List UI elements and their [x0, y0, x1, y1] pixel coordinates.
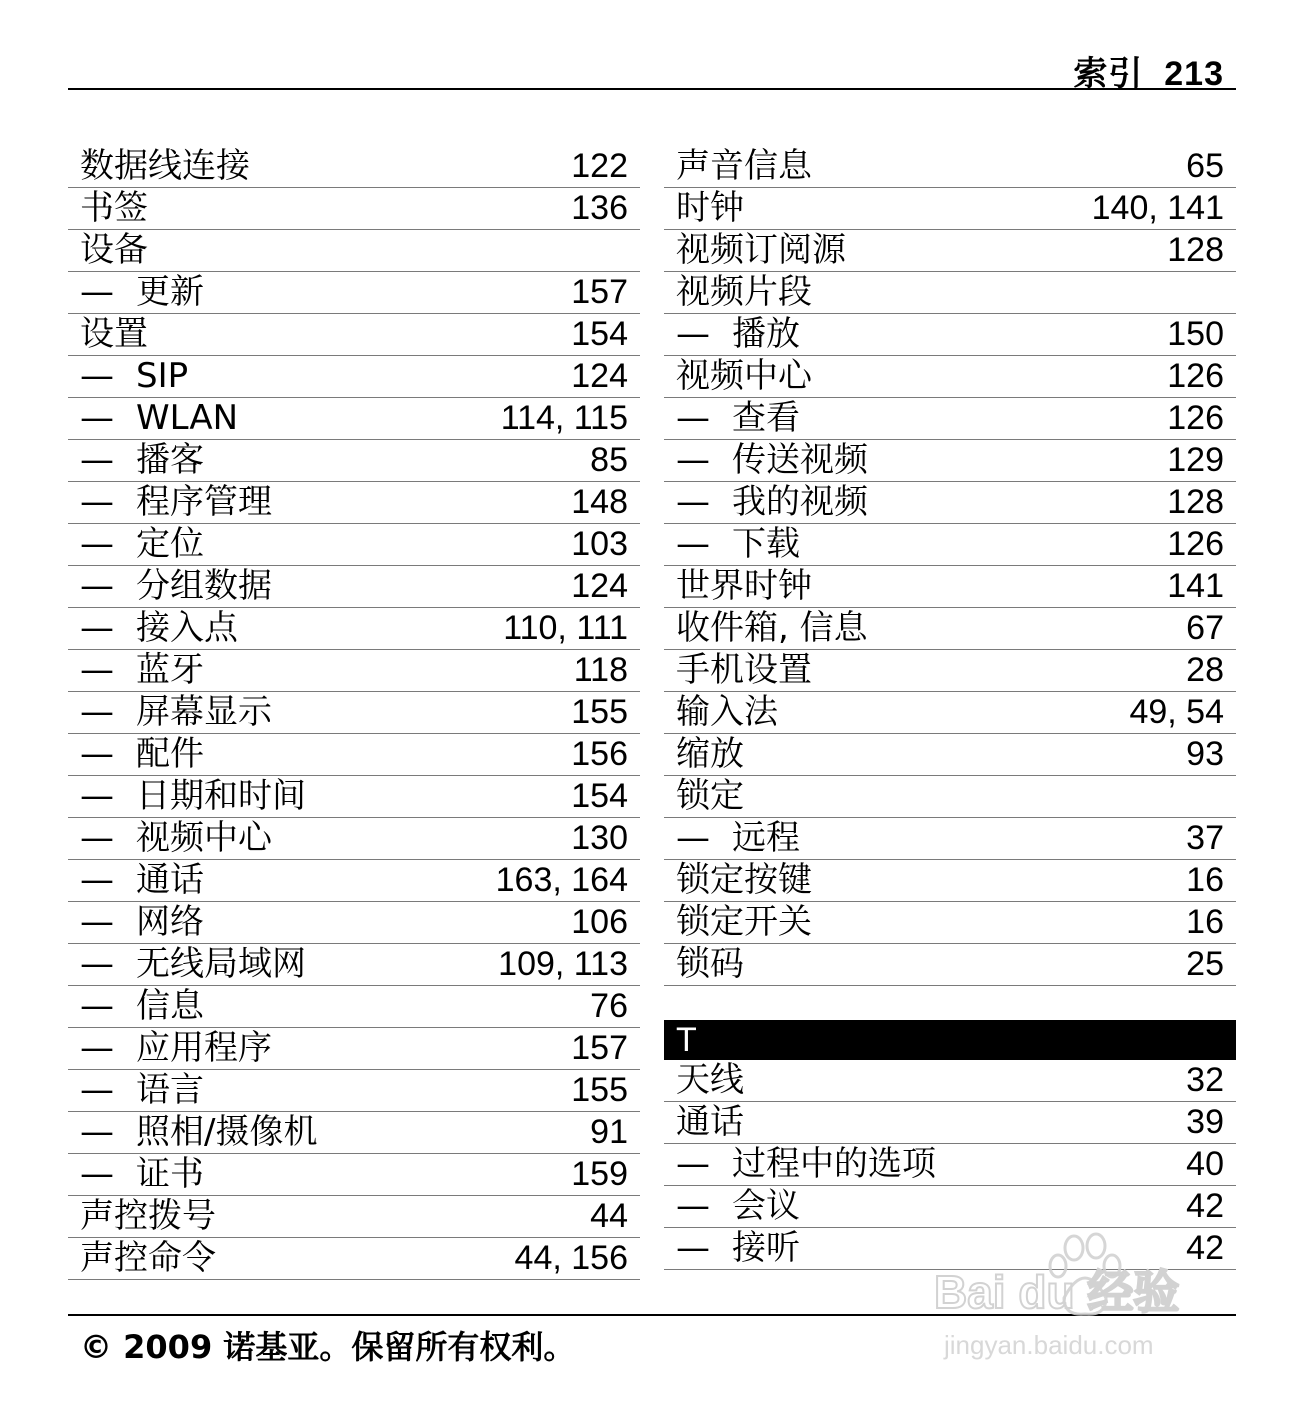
- header-title: [1073, 46, 1224, 95]
- index-page-numbers: 16: [1186, 861, 1224, 899]
- index-term-text: 照相/摄像机: [136, 1112, 318, 1152]
- svg-text:Bai du 经验: Bai du 经验: [934, 1266, 1180, 1318]
- subentry-dash: —: [80, 1112, 114, 1152]
- index-page-numbers: 114, 115: [500, 399, 628, 437]
- index-term-text: 视频中心: [136, 818, 272, 858]
- index-entry: [68, 650, 640, 692]
- index-entry: [68, 566, 640, 608]
- index-page-numbers: 44, 156: [514, 1239, 628, 1277]
- index-term-text: 日期和时间: [136, 776, 306, 816]
- index-entry: [68, 356, 640, 398]
- index-page-numbers: 126: [1167, 399, 1224, 437]
- subentry-dash: —: [80, 524, 114, 564]
- index-page-numbers: 85: [590, 441, 628, 479]
- index-page-numbers: 140, 141: [1091, 189, 1224, 227]
- index-entry: [68, 902, 640, 944]
- index-term: [676, 565, 812, 607]
- index-term-text: 缩放: [676, 734, 744, 774]
- index-term: [80, 145, 250, 187]
- index-term-text: 声音信息: [676, 146, 812, 186]
- index-term-text: 接入点: [136, 608, 238, 648]
- index-term-text: 通话: [136, 860, 204, 900]
- index-term: [80, 901, 204, 943]
- index-term-text: 证书: [136, 1154, 204, 1194]
- index-term-text: 锁定开关: [676, 902, 812, 942]
- subentry-dash: —: [80, 398, 114, 438]
- index-entry: [664, 230, 1236, 272]
- index-term-text: 查看: [732, 398, 800, 438]
- index-term: [80, 481, 272, 523]
- index-entry: [68, 986, 640, 1028]
- index-entry: [68, 272, 640, 314]
- index-term: [80, 271, 204, 313]
- index-term: [80, 1153, 204, 1195]
- subentry-dash: —: [676, 1144, 710, 1184]
- page-header: [68, 40, 1236, 93]
- index-term-text: 应用程序: [136, 1028, 272, 1068]
- index-entry: [664, 524, 1236, 566]
- index-term: [676, 859, 812, 901]
- index-term: [80, 817, 272, 859]
- index-entry: [68, 734, 640, 776]
- index-page-numbers: 42: [1186, 1229, 1224, 1267]
- index-term: [676, 271, 812, 313]
- index-page-numbers: 106: [571, 903, 628, 941]
- index-term-text: 更新: [136, 272, 204, 312]
- index-page-numbers: 32: [1186, 1061, 1224, 1099]
- subentry-dash: —: [676, 482, 710, 522]
- index-entry: [664, 146, 1236, 188]
- index-entry: [68, 314, 640, 356]
- index-term: [676, 1143, 936, 1185]
- header-page-number: 213: [1164, 55, 1224, 93]
- index-term: [80, 649, 204, 691]
- subentry-dash: —: [80, 440, 114, 480]
- index-term-text: 声控命令: [80, 1238, 216, 1278]
- index-page-numbers: 148: [571, 483, 628, 521]
- index-page-numbers: 67: [1186, 609, 1224, 647]
- index-page-numbers: 154: [571, 777, 628, 815]
- subentry-dash: —: [80, 650, 114, 690]
- index-term-text: 声控拨号: [80, 1196, 216, 1236]
- index-page-numbers: 129: [1167, 441, 1224, 479]
- index-entry: [68, 398, 640, 440]
- index-entry: [68, 524, 640, 566]
- index-term: [80, 1195, 216, 1237]
- index-term: [80, 523, 204, 565]
- index-page-numbers: 155: [571, 693, 628, 731]
- index-entry: [68, 860, 640, 902]
- index-page-numbers: 124: [571, 567, 628, 605]
- index-term: [676, 607, 868, 649]
- index-term: [80, 859, 204, 901]
- index-term-text: 设置: [80, 314, 148, 354]
- index-term: [676, 691, 778, 733]
- index-term: [676, 1059, 744, 1101]
- index-term: [676, 229, 846, 271]
- index-page-numbers: 159: [571, 1155, 628, 1193]
- subentry-dash: —: [676, 398, 710, 438]
- index-entry: [664, 440, 1236, 482]
- index-entry: [664, 1144, 1236, 1186]
- subentry-dash: —: [80, 1028, 114, 1068]
- index-entry: [664, 1186, 1236, 1228]
- index-entry: [68, 1154, 640, 1196]
- index-column-left: [68, 146, 640, 1280]
- index-term-text: 无线局域网: [136, 944, 306, 984]
- subentry-dash: —: [80, 272, 114, 312]
- index-page-numbers: 154: [571, 315, 628, 353]
- subentry-dash: —: [676, 1186, 710, 1226]
- subentry-dash: —: [676, 440, 710, 480]
- index-page-numbers: 130: [571, 819, 628, 857]
- index-term-text: 设备: [80, 230, 148, 270]
- index-term-text: 蓝牙: [136, 650, 204, 690]
- index-page-numbers: 37: [1186, 819, 1224, 857]
- index-term-text: 输入法: [676, 692, 778, 732]
- index-entry: [664, 818, 1236, 860]
- index-entry: [68, 188, 640, 230]
- subentry-dash: —: [80, 608, 114, 648]
- index-term: [676, 649, 812, 691]
- index-term: [676, 187, 744, 229]
- index-term: [80, 691, 272, 733]
- index-term: [676, 355, 812, 397]
- index-entry: [664, 1102, 1236, 1144]
- index-page-numbers: 110, 111: [503, 609, 628, 647]
- subentry-dash: —: [80, 860, 114, 900]
- index-term: [80, 1111, 317, 1153]
- subentry-dash: —: [676, 524, 710, 564]
- index-entry: [68, 608, 640, 650]
- index-term-text: 网络: [136, 902, 204, 942]
- index-term-text: 锁码: [676, 944, 744, 984]
- index-term-text: 分组数据: [136, 566, 272, 606]
- index-term-text: WLAN: [136, 398, 239, 438]
- index-page-numbers: 124: [571, 357, 628, 395]
- index-term-text: 世界时钟: [676, 566, 812, 606]
- index-entry: [664, 356, 1236, 398]
- index-page-numbers: 91: [590, 1113, 628, 1151]
- index-page-numbers: 16: [1186, 903, 1224, 941]
- subentry-dash: —: [80, 818, 114, 858]
- index-term-text: 视频片段: [676, 272, 812, 312]
- index-term-text: 过程中的选项: [732, 1144, 936, 1184]
- index-term: [676, 481, 868, 523]
- index-term-text: 会议: [732, 1186, 800, 1226]
- index-entry: [664, 398, 1236, 440]
- index-term: [676, 817, 800, 859]
- index-entry: [664, 314, 1236, 356]
- index-page-numbers: 39: [1186, 1103, 1224, 1141]
- index-term: [80, 439, 204, 481]
- index-entry: [664, 566, 1236, 608]
- index-term: [676, 901, 812, 943]
- index-term: [676, 313, 800, 355]
- index-entry: [68, 1028, 640, 1070]
- index-term-text: 传送视频: [732, 440, 868, 480]
- header-section-title: 索引: [1073, 55, 1144, 93]
- index-term-text: 屏幕显示: [136, 692, 272, 732]
- subentry-dash: —: [80, 1070, 114, 1110]
- index-term-text: 信息: [136, 986, 204, 1026]
- index-entry: [68, 776, 640, 818]
- index-term: [676, 775, 744, 817]
- index-page-numbers: 103: [571, 525, 628, 563]
- index-entry: [664, 902, 1236, 944]
- index-entry: [68, 440, 640, 482]
- index-entry: [664, 608, 1236, 650]
- subentry-dash: —: [80, 692, 114, 732]
- index-term-text: 视频订阅源: [676, 230, 846, 270]
- index-column-right: [664, 146, 1236, 1270]
- index-entry: [664, 272, 1236, 314]
- index-term-text: 程序管理: [136, 482, 272, 522]
- index-page-numbers: 128: [1167, 483, 1224, 521]
- index-term-text: 手机设置: [676, 650, 812, 690]
- index-term-text: 语言: [136, 1070, 204, 1110]
- index-entry: [664, 860, 1236, 902]
- index-term-text: 视频中心: [676, 356, 812, 396]
- section-letter-bar: [664, 1020, 1236, 1060]
- index-term-text: 锁定按键: [676, 860, 812, 900]
- index-entry: [664, 944, 1236, 986]
- index-page-numbers: 157: [571, 273, 628, 311]
- subentry-dash: —: [80, 776, 114, 816]
- index-term: [676, 1101, 744, 1143]
- index-entry: [68, 944, 640, 986]
- index-entry: [664, 188, 1236, 230]
- index-term-text: 数据线连接: [80, 146, 250, 186]
- index-page-numbers: 156: [571, 735, 628, 773]
- section-gap: [664, 986, 1236, 1020]
- index-term-text: 配件: [136, 734, 204, 774]
- index-entry: [68, 1196, 640, 1238]
- index-term-text: 锁定: [676, 776, 744, 816]
- index-page-numbers: 126: [1167, 525, 1224, 563]
- index-page-numbers: 150: [1167, 315, 1224, 353]
- index-term-text: 我的视频: [732, 482, 868, 522]
- subentry-dash: —: [80, 566, 114, 606]
- index-term: [676, 733, 744, 775]
- subentry-dash: —: [80, 482, 114, 522]
- section-letter: T: [676, 1021, 697, 1059]
- index-term: [676, 145, 812, 187]
- index-page-numbers: 128: [1167, 231, 1224, 269]
- subentry-dash: —: [80, 986, 114, 1026]
- index-entry: [664, 692, 1236, 734]
- index-term: [80, 187, 148, 229]
- index-entry: [68, 1112, 640, 1154]
- index-page-numbers: 93: [1186, 735, 1224, 773]
- index-page-numbers: 44: [590, 1197, 628, 1235]
- index-term: [80, 1237, 216, 1279]
- index-entry: [664, 734, 1236, 776]
- subentry-dash: —: [676, 1228, 710, 1268]
- index-term-text: 播放: [732, 314, 800, 354]
- index-page-numbers: 157: [571, 1029, 628, 1067]
- subentry-dash: —: [80, 902, 114, 942]
- subentry-dash: —: [80, 734, 114, 774]
- index-term: [80, 565, 272, 607]
- subentry-dash: —: [80, 356, 114, 396]
- subentry-dash: —: [676, 818, 710, 858]
- index-term-text: 定位: [136, 524, 204, 564]
- index-page-numbers: 65: [1186, 147, 1224, 185]
- index-term: [676, 523, 800, 565]
- index-page-numbers: 122: [571, 147, 628, 185]
- index-term: [80, 607, 238, 649]
- index-page-numbers: 42: [1186, 1187, 1224, 1225]
- index-term: [80, 733, 204, 775]
- index-term-text: 天线: [676, 1060, 744, 1100]
- index-entry: [68, 692, 640, 734]
- index-entry: [68, 230, 640, 272]
- index-entries-t: [664, 1060, 1236, 1270]
- subentry-dash: —: [676, 314, 710, 354]
- index-term: [676, 439, 868, 481]
- index-entry: [68, 818, 640, 860]
- index-term-text: 播客: [136, 440, 204, 480]
- index-page-numbers: 118: [573, 651, 628, 689]
- index-page-numbers: 49, 54: [1129, 693, 1224, 731]
- index-entry: [664, 482, 1236, 524]
- index-page-numbers: 28: [1186, 651, 1224, 689]
- subentry-dash: —: [80, 1154, 114, 1194]
- index-entry: [664, 1060, 1236, 1102]
- index-term-text: 接听: [732, 1228, 800, 1268]
- index-page-numbers: 109, 113: [498, 945, 628, 983]
- index-term-text: 时钟: [676, 188, 744, 228]
- index-term: [80, 355, 188, 397]
- index-page-numbers: 76: [590, 987, 628, 1025]
- index-entry: [664, 776, 1236, 818]
- index-page-numbers: 126: [1167, 357, 1224, 395]
- index-term: [80, 943, 306, 985]
- index-entry: [68, 482, 640, 524]
- index-page-numbers: 136: [571, 189, 628, 227]
- index-term: [80, 229, 148, 271]
- index-term: [676, 943, 744, 985]
- index-term-text: 收件箱, 信息: [676, 608, 868, 648]
- index-page-numbers: 25: [1186, 945, 1224, 983]
- index-entry: [664, 1228, 1236, 1270]
- index-page-numbers: 40: [1186, 1145, 1224, 1183]
- copyright-text: © 2009 诺基亚。保留所有权利。: [80, 1328, 576, 1366]
- index-term: [80, 1069, 204, 1111]
- index-term-text: 下载: [732, 524, 800, 564]
- index-term: [80, 397, 238, 439]
- subentry-dash: —: [80, 944, 114, 984]
- index-term: [80, 985, 204, 1027]
- index-term: [80, 775, 306, 817]
- index-page-numbers: 163, 164: [495, 861, 628, 899]
- index-entry: [68, 1238, 640, 1280]
- index-term: [676, 1185, 800, 1227]
- index-term: [676, 397, 800, 439]
- index-term: [80, 1027, 272, 1069]
- index-term-text: 书签: [80, 188, 148, 228]
- svg-text:jingyan.baidu.com: jingyan.baidu.com: [944, 1330, 1154, 1360]
- index-term-text: 远程: [732, 818, 800, 858]
- index-page-numbers: 155: [571, 1071, 628, 1109]
- index-term: [676, 1227, 800, 1269]
- index-term-text: SIP: [136, 356, 189, 396]
- index-entry: [664, 650, 1236, 692]
- index-term: [80, 313, 148, 355]
- index-entry: [68, 1070, 640, 1112]
- index-term-text: 通话: [676, 1102, 744, 1142]
- index-entry: [68, 146, 640, 188]
- index-entries-s: [664, 146, 1236, 986]
- index-page-numbers: 141: [1167, 567, 1224, 605]
